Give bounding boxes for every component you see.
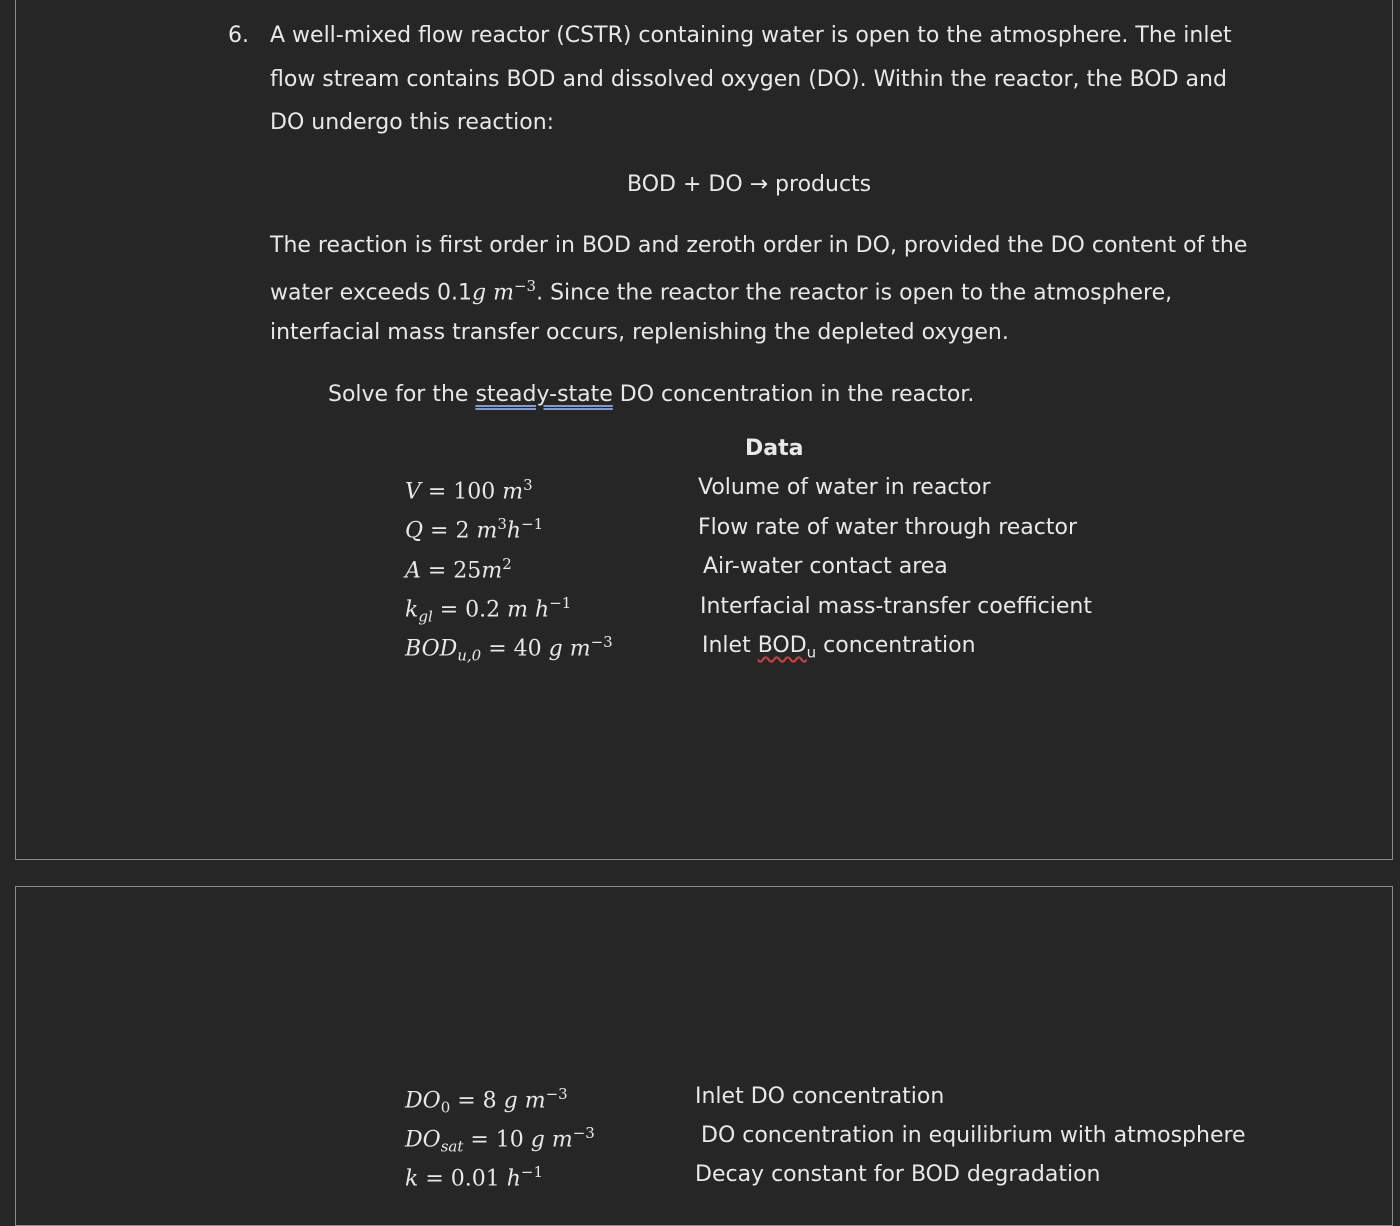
var-volume: V = 100 $m^3$ <box>405 476 533 505</box>
desc-flow: Flow rate of water through reactor <box>698 515 1078 540</box>
desc-k: Decay constant for BOD degradation <box>695 1162 1101 1187</box>
question-number: 6. <box>228 23 249 48</box>
desc-kgl: Interfacial mass-transfer coefficient <box>700 594 1092 619</box>
paragraph2-line1: The reaction is first order in BOD and zeroth order in DO, provided the DO content of the <box>270 233 1248 258</box>
paragraph1-line3: DO undergo this reaction: <box>270 110 555 135</box>
reaction-equation: BOD + DO → products <box>627 172 872 197</box>
desc-bod: Inlet $BOD_u$ concentration <box>702 633 976 662</box>
var-flow: Q = 2 $m^3h^{-1}$ <box>405 515 544 544</box>
task-statement: Solve for the steady-state DO concentration in the reactor. <box>328 382 975 407</box>
var-dosat: $DO_{sat} = 10$ g $m^{-3}$ <box>405 1124 595 1156</box>
paragraph2-line2: water exceeds 0.1g $m^{-3}$. Since the reactor the reactor is open to the atmosphere, <box>270 277 1173 306</box>
var-k: k = 0.01 $h^{-1}$ <box>405 1163 544 1192</box>
var-do0: $DO_0 = 8$ g $m^{-3}$ <box>405 1085 568 1117</box>
var-bod: $BOD_{u,0} = 40$ g $m^{-3}$ <box>405 633 613 665</box>
desc-dosat: DO concentration in equilibrium with atmosphere <box>701 1123 1246 1148</box>
desc-do0: Inlet DO concentration <box>695 1084 945 1109</box>
steady-state-term: steady-state <box>475 382 613 407</box>
page-1 <box>15 0 1393 860</box>
paragraph2-line3: interfacial mass transfer occurs, replenishing the depleted oxygen. <box>270 320 1009 345</box>
bod-u-term: $BOD_u$ <box>757 633 817 662</box>
var-kgl: $k_{gl} = 0.2$ m $h^{-1}$ <box>405 594 572 626</box>
paragraph1-line1: A well-mixed flow reactor (CSTR) containing water is open to the atmosphere. The inlet <box>270 23 1232 48</box>
desc-area: Air-water contact area <box>703 554 948 579</box>
data-heading: Data <box>745 436 804 461</box>
paragraph1-line2: flow stream contains BOD and dissolved oxygen (DO). Within the reactor, the BOD and <box>270 67 1227 92</box>
var-area: $A = 25m^2$ <box>405 555 512 584</box>
desc-volume: Volume of water in reactor <box>698 475 991 500</box>
